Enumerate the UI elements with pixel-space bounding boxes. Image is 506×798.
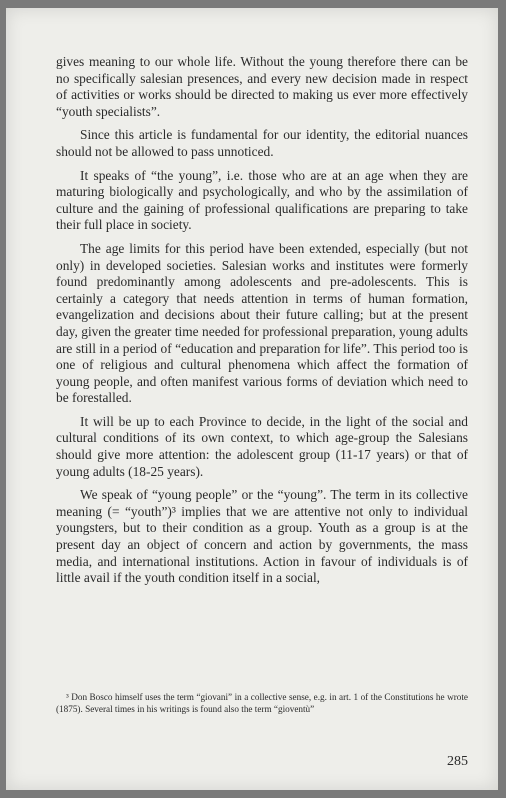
book-page <box>6 8 498 790</box>
paragraph: It speaks of “the young”, i.e. those who are at an age when they are maturing biologically and psychologically, and who by the assimilation of culture and the gaining of professional qualifications are preparing to take their full place in society. <box>56 167 468 233</box>
paragraph: We speak of “young people” or the “young”. The term in its collective meaning (= “youth”)³ implies that we are attentive not only to individual youngsters, but to their condition as a group. Youth as a group is at the present day an object of concern and action by governments, the mass media, and international institutions. Action in favour of individuals is of little avail if the youth condition itself in a social, <box>56 487 468 586</box>
body-text <box>56 54 468 594</box>
paragraph-continuation: gives meaning to our whole life. Without the young therefore there can be no specifically salesian presences, and every new decision made in respect of activities or works should be directed to making us ever more effectively “youth specialists”. <box>56 54 468 119</box>
paragraph: It will be up to each Province to decide, in the light of the social and cultural conditions of its own context, to which age-group the Salesians should give more attention: the adolescent group (11-17 years) or that of young adults (18-25 years). <box>56 413 468 479</box>
page-number: 285 <box>447 754 468 769</box>
footnote <box>56 691 468 715</box>
footnote-text: ³ Don Bosco himself uses the term “giovani” in a collective sense, e.g. in art. 1 of the Constitutions he wrote (1875). Several times in his writings is found also the term “gioventù” <box>56 692 468 714</box>
paragraph: Since this article is fundamental for our identity, the editorial nuances should not be allowed to pass unnoticed. <box>56 127 468 159</box>
paragraph: The age limits for this period have been extended, especially (but not only) in developed societies. Salesian works and institutes were formerly found predominantly among adolescents and pre-adolescents. This is certainly a category that needs attention in terms of human formation, evangelization and decisions about their future calling; but at the present day, given the greater time needed for professional preparation, young adults are still in a period of “education and preparation for life”. This period too is one of religious and cultural phenomena which affect the formation of young people, and often manifest various forms of deviation which need to be forestalled. <box>56 240 468 406</box>
